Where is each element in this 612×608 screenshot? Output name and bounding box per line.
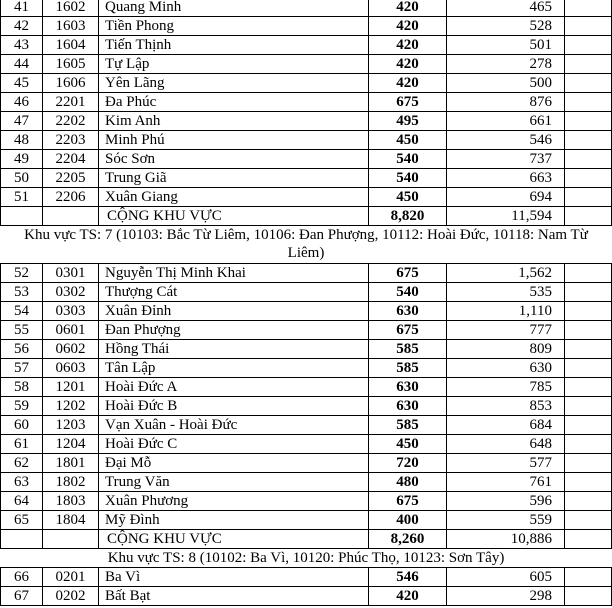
school-name: Ba Vì: [99, 568, 369, 586]
row-index: 63: [1, 473, 43, 491]
empty-cell: [565, 150, 612, 168]
school-code: 1202: [43, 397, 99, 415]
school-name: Xuân Đỉnh: [99, 302, 369, 320]
registration-value: 761: [447, 473, 565, 491]
row-index: 43: [1, 36, 43, 54]
quota-value: 675: [369, 492, 447, 510]
total-quota: 8,260: [369, 530, 447, 548]
quota-value: 540: [369, 150, 447, 168]
empty-cell: [565, 264, 612, 282]
row-index: 41: [1, 0, 43, 16]
school-name: Hoài Đức C: [99, 435, 369, 453]
row-index: 51: [1, 188, 43, 206]
school-code: 2203: [43, 131, 99, 149]
quota-value: 540: [369, 169, 447, 187]
school-code: 1802: [43, 473, 99, 491]
table-row: [0, 359, 612, 378]
school-code: 1604: [43, 36, 99, 54]
quota-value: 585: [369, 416, 447, 434]
row-index: 54: [1, 302, 43, 320]
empty-cell: [565, 55, 612, 73]
registration-value: 684: [447, 416, 565, 434]
school-name: Đa Phúc: [99, 93, 369, 111]
row-index: 56: [1, 340, 43, 358]
total-row: [0, 207, 612, 226]
empty-cell: [565, 188, 612, 206]
table-row: [0, 131, 612, 150]
table-row: [0, 454, 612, 473]
registration-value: 694: [447, 188, 565, 206]
school-name: Xuân Phương: [99, 492, 369, 510]
row-index: 48: [1, 131, 43, 149]
registration-value: 535: [447, 283, 565, 301]
school-code: 2206: [43, 188, 99, 206]
quota-value: 480: [369, 473, 447, 491]
table-row: [0, 511, 612, 530]
empty-cell: [565, 416, 612, 434]
school-code: 1803: [43, 492, 99, 510]
school-name: Thượng Cát: [99, 283, 369, 301]
row-index: 58: [1, 378, 43, 396]
row-index: 50: [1, 169, 43, 187]
registration-value: 298: [447, 587, 565, 605]
table-row: [0, 0, 612, 17]
registration-value: 853: [447, 397, 565, 415]
row-index: 52: [1, 264, 43, 282]
registration-value: 546: [447, 131, 565, 149]
table-row: [0, 587, 612, 606]
total-label: CỘNG KHU VỰC: [99, 207, 369, 225]
school-name: Bất Bạt: [99, 587, 369, 605]
registration-value: 465: [447, 0, 565, 16]
row-index: 42: [1, 17, 43, 35]
school-code: 1203: [43, 416, 99, 434]
registration-value: 777: [447, 321, 565, 339]
empty-cell: [565, 473, 612, 491]
row-index: 45: [1, 74, 43, 92]
table-row: [0, 492, 612, 511]
empty-cell: [565, 397, 612, 415]
row-index: 60: [1, 416, 43, 434]
school-code: 0303: [43, 302, 99, 320]
quota-value: 675: [369, 93, 447, 111]
table-row: [0, 340, 612, 359]
table-row: [0, 55, 612, 74]
table-row: [0, 150, 612, 169]
empty-cell: [43, 530, 99, 548]
quota-value: 630: [369, 378, 447, 396]
empty-cell: [565, 530, 612, 548]
quota-value: 450: [369, 188, 447, 206]
school-name: Yên Lãng: [99, 74, 369, 92]
row-index: 46: [1, 93, 43, 111]
row-index: 44: [1, 55, 43, 73]
school-code: 1605: [43, 55, 99, 73]
school-name: Kim Anh: [99, 112, 369, 130]
empty-cell: [565, 207, 612, 225]
quota-value: 450: [369, 131, 447, 149]
school-name: Quang Minh: [99, 0, 369, 16]
empty-cell: [565, 169, 612, 187]
row-index: 53: [1, 283, 43, 301]
table-row: [0, 302, 612, 321]
school-name: Nguyễn Thị Minh Khai: [99, 264, 369, 282]
quota-value: 420: [369, 74, 447, 92]
quota-value: 675: [369, 321, 447, 339]
empty-cell: [565, 359, 612, 377]
registration-value: 809: [447, 340, 565, 358]
table-row: [0, 17, 612, 36]
quota-value: 420: [369, 0, 447, 16]
row-index: 66: [1, 568, 43, 586]
empty-cell: [565, 587, 612, 605]
registration-value: 737: [447, 150, 565, 168]
table-row: [0, 435, 612, 454]
school-code: 2204: [43, 150, 99, 168]
school-name: Tiền Phong: [99, 17, 369, 35]
total-registration: 11,594: [447, 207, 565, 225]
table-row: [0, 93, 612, 112]
empty-cell: [565, 17, 612, 35]
quota-value: 450: [369, 435, 447, 453]
registration-value: 577: [447, 454, 565, 472]
empty-cell: [565, 0, 612, 16]
empty-cell: [565, 302, 612, 320]
empty-cell: [565, 378, 612, 396]
registration-value: 648: [447, 435, 565, 453]
quota-value: 420: [369, 587, 447, 605]
school-name: Vạn Xuân - Hoài Đức: [99, 416, 369, 434]
school-code: 1204: [43, 435, 99, 453]
empty-cell: [565, 568, 612, 586]
quota-value: 585: [369, 359, 447, 377]
registration-value: 559: [447, 511, 565, 529]
total-registration: 10,886: [447, 530, 565, 548]
school-name: Đại Mỗ: [99, 454, 369, 472]
table-row: [0, 169, 612, 188]
school-code: 0301: [43, 264, 99, 282]
empty-cell: [565, 321, 612, 339]
registration-value: 1,110: [447, 302, 565, 320]
registration-value: 1,562: [447, 264, 565, 282]
empty-cell: [565, 435, 612, 453]
quota-value: 420: [369, 55, 447, 73]
row-index: 64: [1, 492, 43, 510]
school-code: 1602: [43, 0, 99, 16]
empty-cell: [565, 283, 612, 301]
region-header: Khu vực TS: 7 (10103: Bắc Từ Liêm, 10106: Đan Phượng, 10112: Hoài Đức, 10118: Nam Từ Liêm): [0, 226, 612, 264]
school-code: 1606: [43, 74, 99, 92]
table-row: [0, 473, 612, 492]
registration-value: 528: [447, 17, 565, 35]
school-code: 0603: [43, 359, 99, 377]
table-row: [0, 321, 612, 340]
school-code: 1801: [43, 454, 99, 472]
quota-value: 400: [369, 511, 447, 529]
school-name: Minh Phú: [99, 131, 369, 149]
row-index: 57: [1, 359, 43, 377]
registration-value: 596: [447, 492, 565, 510]
school-code: 2201: [43, 93, 99, 111]
row-index: 59: [1, 397, 43, 415]
school-code: 0202: [43, 587, 99, 605]
registration-value: 501: [447, 36, 565, 54]
table-row: [0, 264, 612, 283]
table-row: [0, 188, 612, 207]
table-row: [0, 378, 612, 397]
region-header: Khu vực TS: 8 (10102: Ba Vì, 10120: Phúc Thọ, 10123: Sơn Tây): [0, 549, 612, 568]
school-name: Mỹ Đình: [99, 511, 369, 529]
registration-value: 500: [447, 74, 565, 92]
empty-cell: [565, 511, 612, 529]
empty-cell: [565, 131, 612, 149]
quota-value: 540: [369, 283, 447, 301]
quota-value: 495: [369, 112, 447, 130]
school-name: Đan Phượng: [99, 321, 369, 339]
quota-value: 720: [369, 454, 447, 472]
empty-cell: [565, 93, 612, 111]
school-code: 1201: [43, 378, 99, 396]
empty-cell: [565, 112, 612, 130]
quota-value: 675: [369, 264, 447, 282]
empty-cell: [565, 74, 612, 92]
school-name: Tân Lập: [99, 359, 369, 377]
school-name: Hồng Thái: [99, 340, 369, 358]
school-name: Hoài Đức A: [99, 378, 369, 396]
school-name: Tiến Thịnh: [99, 36, 369, 54]
quota-value: 630: [369, 397, 447, 415]
school-code: 0601: [43, 321, 99, 339]
table-row: [0, 112, 612, 131]
school-name: Trung Văn: [99, 473, 369, 491]
school-code: 2205: [43, 169, 99, 187]
total-label: CỘNG KHU VỰC: [99, 530, 369, 548]
registration-value: 663: [447, 169, 565, 187]
school-code: 1603: [43, 17, 99, 35]
total-quota: 8,820: [369, 207, 447, 225]
empty-cell: [43, 207, 99, 225]
table-row: [0, 568, 612, 587]
registration-value: 278: [447, 55, 565, 73]
registration-value: 661: [447, 112, 565, 130]
row-index: 47: [1, 112, 43, 130]
registration-value: 605: [447, 568, 565, 586]
school-name: Tự Lập: [99, 55, 369, 73]
row-index: 65: [1, 511, 43, 529]
table-row: [0, 397, 612, 416]
school-code: 0302: [43, 283, 99, 301]
registration-value: 876: [447, 93, 565, 111]
total-row: [0, 530, 612, 549]
empty-cell: [565, 36, 612, 54]
registration-value: 630: [447, 359, 565, 377]
table-row: [0, 36, 612, 55]
row-index: 61: [1, 435, 43, 453]
registration-value: 785: [447, 378, 565, 396]
table-row: [0, 416, 612, 435]
table-row: [0, 74, 612, 93]
quota-value: 420: [369, 36, 447, 54]
quota-value: 585: [369, 340, 447, 358]
school-name: Hoài Đức B: [99, 397, 369, 415]
school-name: Trung Giã: [99, 169, 369, 187]
school-code: 1804: [43, 511, 99, 529]
school-name: Sóc Sơn: [99, 150, 369, 168]
row-index: 67: [1, 587, 43, 605]
school-code: 2202: [43, 112, 99, 130]
empty-cell: [1, 207, 43, 225]
quota-value: 546: [369, 568, 447, 586]
row-index: 55: [1, 321, 43, 339]
row-index: 49: [1, 150, 43, 168]
school-code: 0201: [43, 568, 99, 586]
row-index: 62: [1, 454, 43, 472]
empty-cell: [565, 340, 612, 358]
empty-cell: [1, 530, 43, 548]
quota-value: 420: [369, 17, 447, 35]
empty-cell: [565, 454, 612, 472]
quota-value: 630: [369, 302, 447, 320]
table-row: [0, 283, 612, 302]
school-code: 0602: [43, 340, 99, 358]
school-name: Xuân Giang: [99, 188, 369, 206]
empty-cell: [565, 492, 612, 510]
